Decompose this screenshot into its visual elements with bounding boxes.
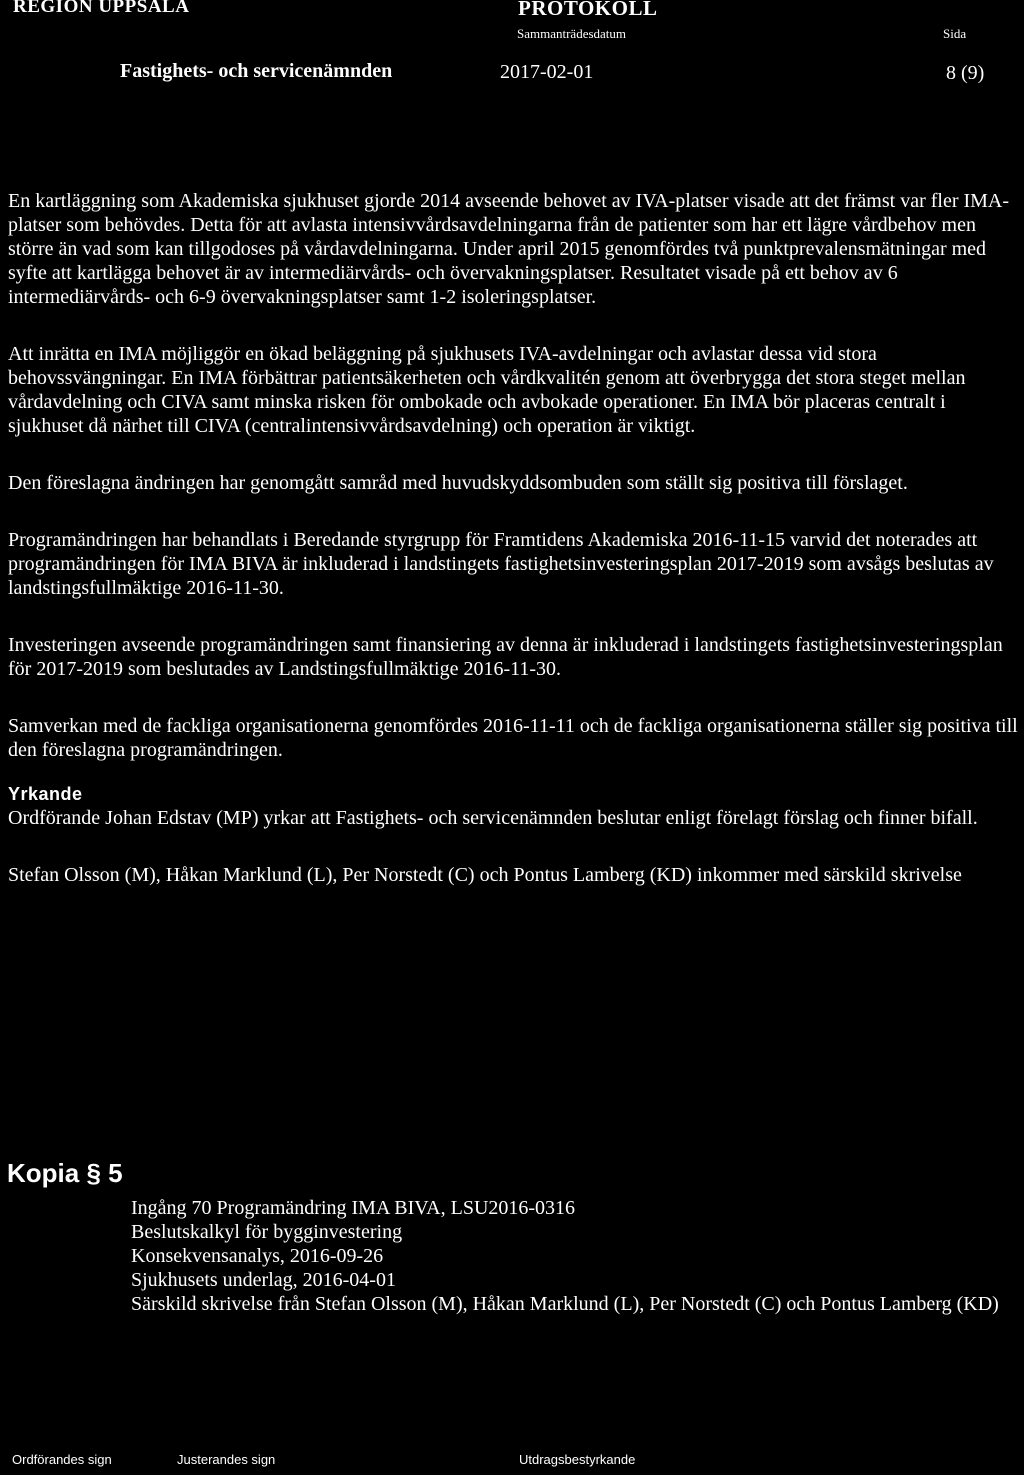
copy-list-item: Sjukhusets underlag, 2016-04-01 bbox=[131, 1269, 396, 1291]
page-label: Sida bbox=[943, 26, 967, 41]
paragraph: Programändringen har behandlats i Beredande styrgrupp för Framtidens Akademiska 2016-11-15 varvid det noterades att programändringen för IMA BIVA är inkluderad i landstingets fastighetsinvesteringsplan 2017-2019 som avsågs beslutas av landstingsfullmäktige 2016-11-30. bbox=[8, 529, 994, 599]
copy-list-item: Särskild skrivelse från Stefan Olsson (M), Håkan Marklund (L), Per Norstedt (C) och Pontus Lamberg (KD) bbox=[131, 1293, 999, 1315]
copy-list-item: Beslutskalkyl för bygginvestering bbox=[131, 1221, 403, 1243]
protocol-body bbox=[8, 189, 1018, 920]
extract-certification-label: Utdragsbestyrkande bbox=[519, 1452, 636, 1467]
copy-list-item: Konsekvensanalys, 2016-09-26 bbox=[131, 1245, 384, 1267]
meeting-date: 2017-02-01 bbox=[500, 61, 594, 83]
paragraph: Den föreslagna ändringen har genomgått samråd med huvudskyddsombuden som ställt sig positiva till förslaget. bbox=[8, 472, 908, 494]
yrkande-text: Ordförande Johan Edstav (MP) yrkar att Fastighets- och servicenämnden beslutar enligt förelagt förslag och finner bifall. bbox=[8, 807, 978, 829]
chair-signature-label: Ordförandes sign bbox=[12, 1452, 112, 1467]
organization-name: REGION UPPSALA bbox=[13, 0, 190, 17]
document-type: PROTOKOLL bbox=[518, 0, 658, 20]
paragraph: Att inrätta en IMA möjliggör en ökad beläggning på sjukhusets IVA-avdelningar och avlastar dessa vid stora behovssvängningar. En IMA förbättrar patientsäkerheten och vårdkvalitén genom att överbrygga det stora steget mellan vårdavdelning och CIVA samt minska risken för ombokade och avbokade operationer. En IMA bör placeras centralt i sjukhuset då närhet till CIVA (centralintensivvårdsavdelning) och operation är viktigt. bbox=[8, 343, 966, 437]
special-statement-note: Stefan Olsson (M), Håkan Marklund (L), Per Norstedt (C) och Pontus Lamberg (KD) inkommer med särskild skrivelse bbox=[8, 864, 962, 886]
paragraph: Investeringen avseende programändringen samt finansiering av denna är inkluderad i landstingets fastighetsinvesteringsplan för 2017-2019 som beslutades av Landstingsfullmäktige 2016-11-30. bbox=[8, 634, 1003, 680]
paragraph: Samverkan med de fackliga organisationerna genomfördes 2016-11-11 och de fackliga organisationerna ställer sig positiva till den föreslagna programändringen. bbox=[8, 715, 1018, 761]
page-number: 8 (9) bbox=[946, 62, 985, 84]
yrkande-heading: Yrkande bbox=[8, 784, 83, 804]
adjuster-signature-label: Justerandes sign bbox=[177, 1452, 276, 1467]
copy-list bbox=[131, 1196, 1011, 1316]
paragraph: En kartläggning som Akademiska sjukhuset gjorde 2014 avseende behovet av IVA-platser visade att det främst var fler IMA-platser som behövdes. Detta för att avlasta intensivvårdsavdelningarna från de patienter som har ett lägre vårdbehov men större än vad som kan tillgodoses på vårdavdelningarna. Under april 2015 genomfördes två punktprevalensmätningar med syfte att kartlägga behovet är av intermediärvårds- och övervakningsplatser. Resultatet visade på ett behov av 6 intermediärvårds- och 6-9 övervakningsplatser samt 1-2 isoleringsplatser. bbox=[8, 190, 1010, 308]
committee-name: Fastighets- och servicenämnden bbox=[120, 60, 393, 82]
copy-section-heading: Kopia § 5 bbox=[7, 1158, 123, 1188]
meeting-date-label: Sammanträdesdatum bbox=[517, 26, 627, 41]
copy-list-item: Ingång 70 Programändring IMA BIVA, LSU2016-0316 bbox=[131, 1197, 576, 1219]
